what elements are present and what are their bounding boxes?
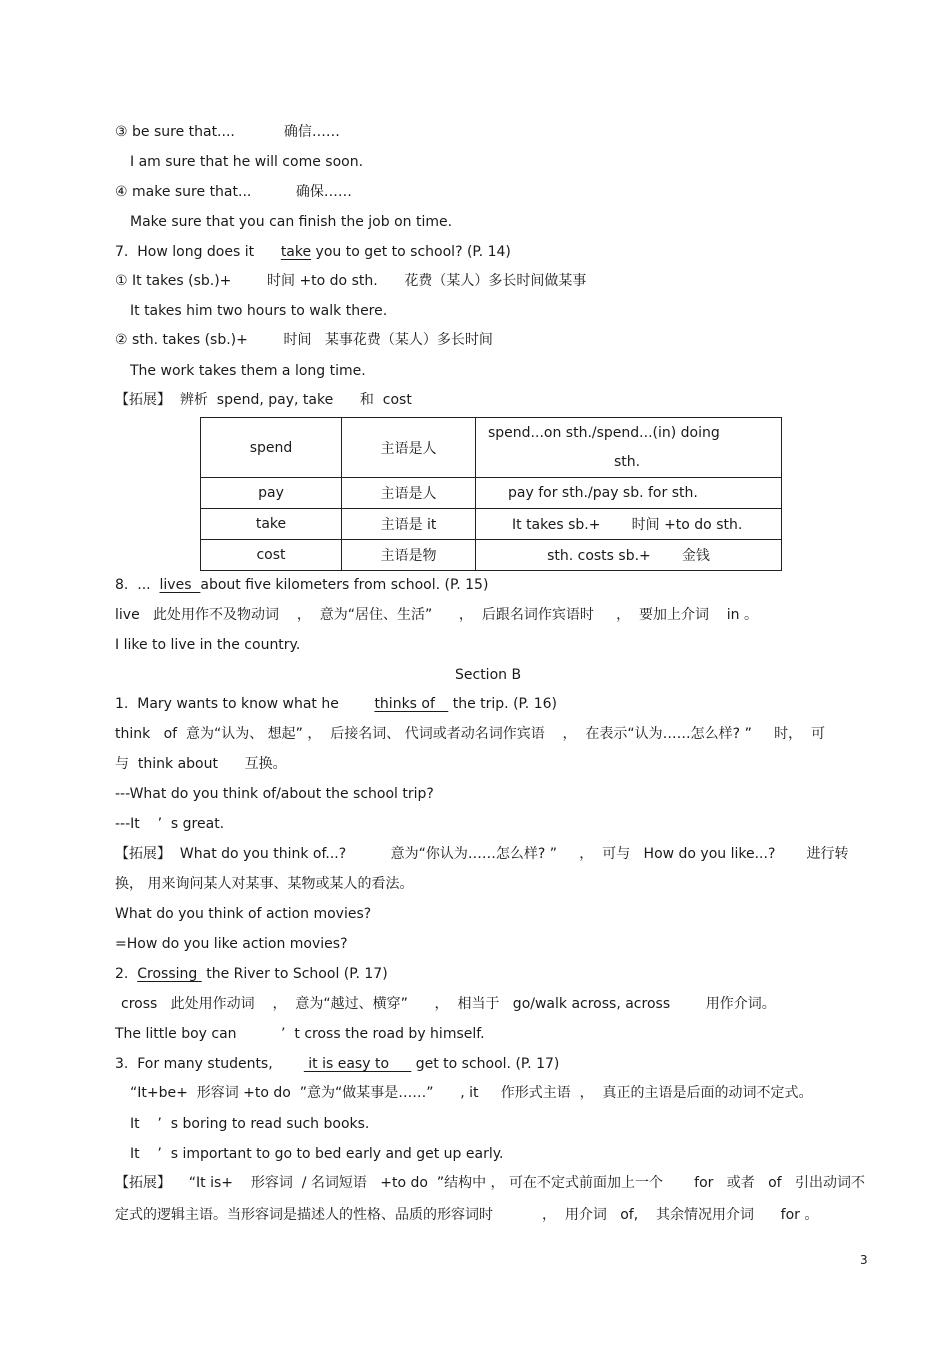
question-line [115, 695, 557, 713]
text-segment: 2. [115, 966, 138, 982]
text-segment: the River to School (P. 17) [201, 966, 388, 982]
table-cell: spend [201, 418, 342, 478]
table-cell: pay [201, 478, 342, 509]
table-cell: sth. costs sb.+ 金钱 [476, 540, 782, 571]
table-cell: 主语是物 [342, 540, 476, 571]
example-sentence: It ’ s boring to read such books. [130, 1116, 370, 1132]
question-line [115, 243, 511, 261]
question-line [115, 1055, 559, 1073]
usage-line: spend...on sth./spend...(in) doing [488, 424, 720, 441]
example-sentence: It takes him two hours to walk there. [130, 303, 388, 319]
section-heading: Section B [455, 667, 522, 683]
text-line: ② sth. takes (sb.)+ 时间 某事花费（某人）多长时间 [115, 332, 493, 348]
text-line: ④ make sure that... 确保…… [115, 184, 352, 200]
answer-blank: it is easy to [303, 1056, 412, 1072]
table-cell: 主语是人 [342, 478, 476, 509]
answer-blank: thinks of [374, 696, 449, 712]
example-sentence: What do you think of action movies? [115, 906, 372, 922]
text-line: ③ be sure that.... 确信…… [115, 124, 340, 140]
answer-blank: take [280, 244, 312, 260]
example-sentence: The little boy can ’ t cross the road by himself. [115, 1026, 485, 1042]
extension-heading: 【拓展】 “It is+ 形容词 / 名词短语 +to do ”结构中 ， 可在不定式前面加上一个 for 或者 of 引出动词不 [115, 1175, 865, 1191]
question-line [115, 965, 388, 983]
table-row [201, 478, 782, 509]
table-cell: take [201, 509, 342, 540]
table-row [201, 540, 782, 571]
text-line: think of 意为“认为、 想起” ， 后接名词、 代词或者动名词作宾语 ， 在表示“认为……怎么样? ” 时， 可 [115, 726, 825, 742]
example-sentence: I am sure that he will come soon. [130, 154, 364, 170]
example-sentence: It ’ s important to go to bed early and get up early. [130, 1146, 504, 1162]
text-line: 与 think about 互换。 [115, 756, 287, 772]
text-segment: 1. Mary wants to know what he [115, 696, 375, 712]
table-cell: 主语是人 [342, 418, 476, 478]
table-cell [476, 418, 782, 478]
example-sentence: The work takes them a long time. [130, 363, 366, 379]
text-segment: the trip. (P. 16) [448, 696, 557, 712]
usage-line: sth. [614, 453, 641, 470]
example-sentence: ---What do you think of/about the school trip? [115, 786, 434, 802]
text-segment: 8. ... [115, 577, 160, 593]
table-cell: 主语是 it [342, 509, 476, 540]
example-sentence: =How do you like action movies? [115, 936, 348, 952]
text-segment: about five kilometers from school. (P. 15) [200, 577, 489, 593]
answer-blank: Crossing [137, 966, 202, 982]
answer-blank: lives [159, 577, 201, 593]
text-line: live 此处用作不及物动词 ， 意为“居住、生活” ， 后跟名词作宾语时 ， 要加上介词 in 。 [115, 607, 758, 623]
page-number: 3 [860, 1253, 868, 1267]
comparison-table [200, 417, 782, 571]
extension-heading: 【拓展】 What do you think of...? 意为“你认为……怎么样? ” ， 可与 How do you like...? 进行转 [115, 846, 849, 862]
extension-heading: 【拓展】 辨析 spend, pay, take 和 cost [115, 392, 412, 408]
example-sentence: I like to live in the country. [115, 637, 301, 653]
table-cell: cost [201, 540, 342, 571]
text-segment: you to get to school? (P. 14) [311, 244, 511, 260]
example-sentence: Make sure that you can finish the job on time. [130, 214, 453, 230]
text-line: cross 此处用作动词 ， 意为“越过、横穿” ， 相当于 go/walk across, across 用作介词。 [121, 996, 776, 1012]
text-segment: 7. How long does it [115, 244, 281, 260]
text-segment: get to school. (P. 17) [411, 1056, 560, 1072]
table-row [201, 509, 782, 540]
example-sentence: ---It ’ s great. [115, 816, 225, 832]
table-cell: pay for sth./pay sb. for sth. [476, 478, 782, 509]
text-line: “It+be+ 形容词 +to do ”意为“做某事是……” , it 作形式主语 ， 真正的主语是后面的动词不定式。 [130, 1085, 813, 1101]
table-cell: It takes sb.+ 时间 +to do sth. [476, 509, 782, 540]
text-line: 换， 用来询问某人对某事、某物或某人的看法。 [115, 876, 414, 892]
text-segment: 3. For many students, [115, 1056, 304, 1072]
text-line: 定式的逻辑主语。当形容词是描述人的性格、品质的形容词时 ， 用介词 of, 其余情况用介词 for 。 [115, 1207, 819, 1223]
question-line [115, 576, 488, 594]
text-line: ① It takes (sb.)+ 时间 +to do sth. 花费（某人）多长时间做某事 [115, 273, 587, 289]
table-row [201, 418, 782, 478]
